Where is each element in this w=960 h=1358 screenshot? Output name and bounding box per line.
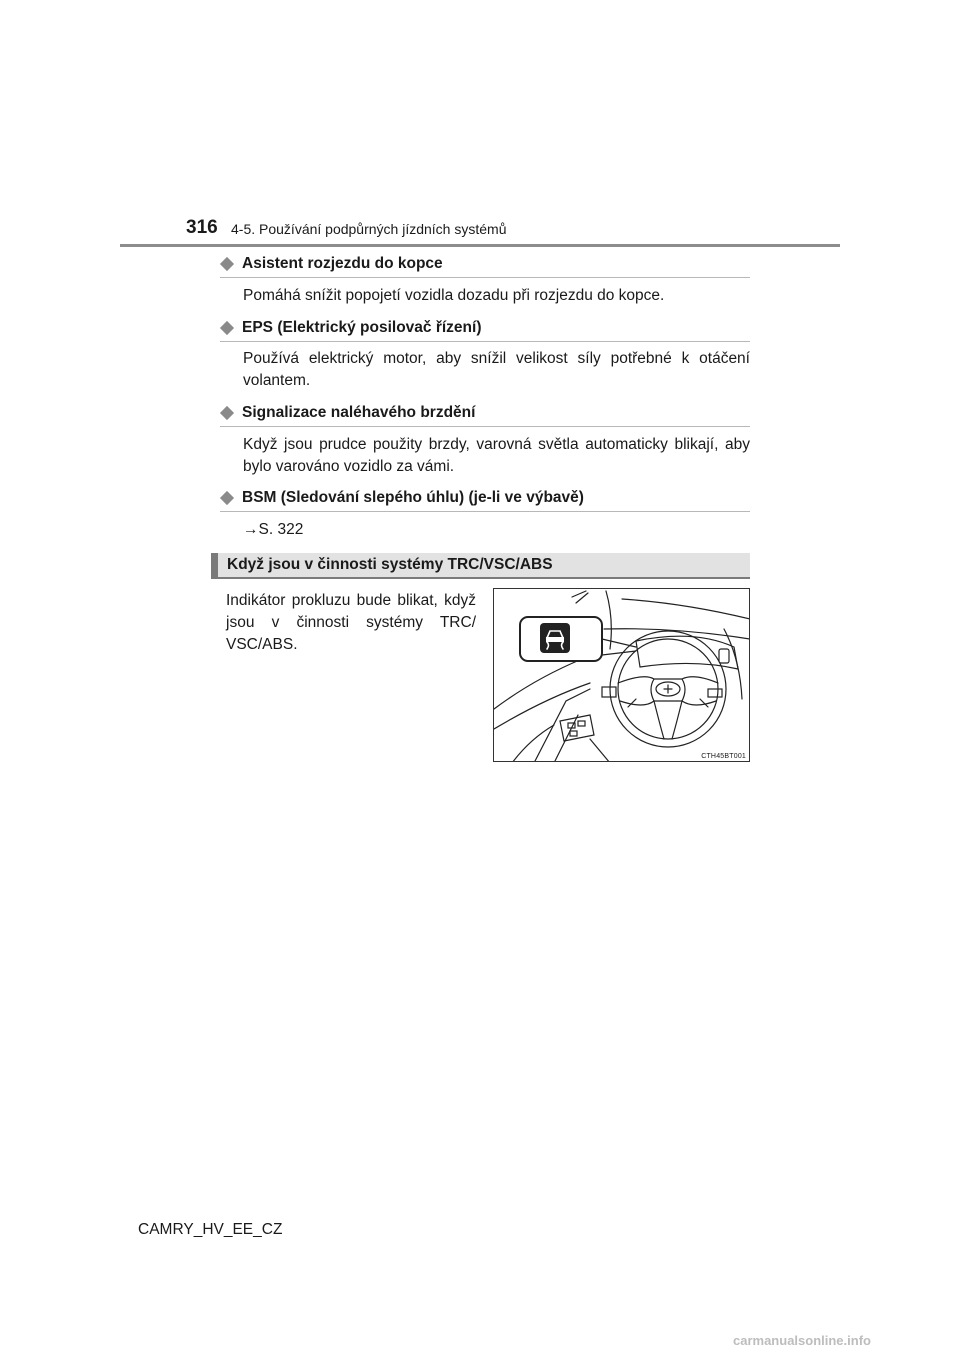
section-title-text: Asistent rozjezdu do kopce: [242, 255, 443, 272]
watermark[interactable]: carmanualsonline.info: [733, 1333, 871, 1348]
page-reference-link[interactable]: →S. 322: [243, 521, 304, 538]
diamond-bullet-icon: [220, 257, 234, 271]
slip-indicator-icon: [540, 623, 570, 653]
section-title: [220, 315, 750, 342]
section-body: Pomáhá snížit popojetí vozidla dozadu při rozjezdu do kopce.: [243, 287, 665, 304]
section-title: [220, 251, 750, 278]
chapter-title: 4-5. Používání podpůrných jízdních systémů: [231, 221, 507, 237]
indicator-description: Indikátor prokluzu bude blikat, když jsou v činnosti systémy TRC/ VSC/ABS.: [226, 592, 476, 653]
section-title: [220, 400, 750, 427]
diamond-bullet-icon: [220, 491, 234, 505]
section-title-text: Signalizace naléhavého brzdění: [242, 404, 476, 421]
banner-title: Když jsou v činnosti systémy TRC/VSC/ABS: [227, 556, 553, 573]
header-rule: [120, 244, 840, 247]
section-body: Používá elektrický motor, aby snížil velikost síly potřebné k otáčení volantem.: [243, 350, 750, 389]
section-body: Když jsou prudce použity brzdy, varovná světla automaticky blikají, aby bylo varováno vozidlo za vámi.: [243, 436, 750, 475]
section-title: [220, 485, 750, 512]
dashboard-figure: [493, 588, 750, 762]
footer-code: CAMRY_HV_EE_CZ: [138, 1221, 283, 1238]
section-title-text: BSM (Sledování slepého úhlu) (je-li ve výbavě): [242, 489, 584, 506]
figure-code: CTH45BT001: [701, 753, 746, 760]
section-banner: [211, 553, 750, 579]
section-title-text: EPS (Elektrický posilovač řízení): [242, 319, 482, 336]
page-number: 316: [186, 217, 218, 238]
diamond-bullet-icon: [220, 406, 234, 420]
diamond-bullet-icon: [220, 321, 234, 335]
